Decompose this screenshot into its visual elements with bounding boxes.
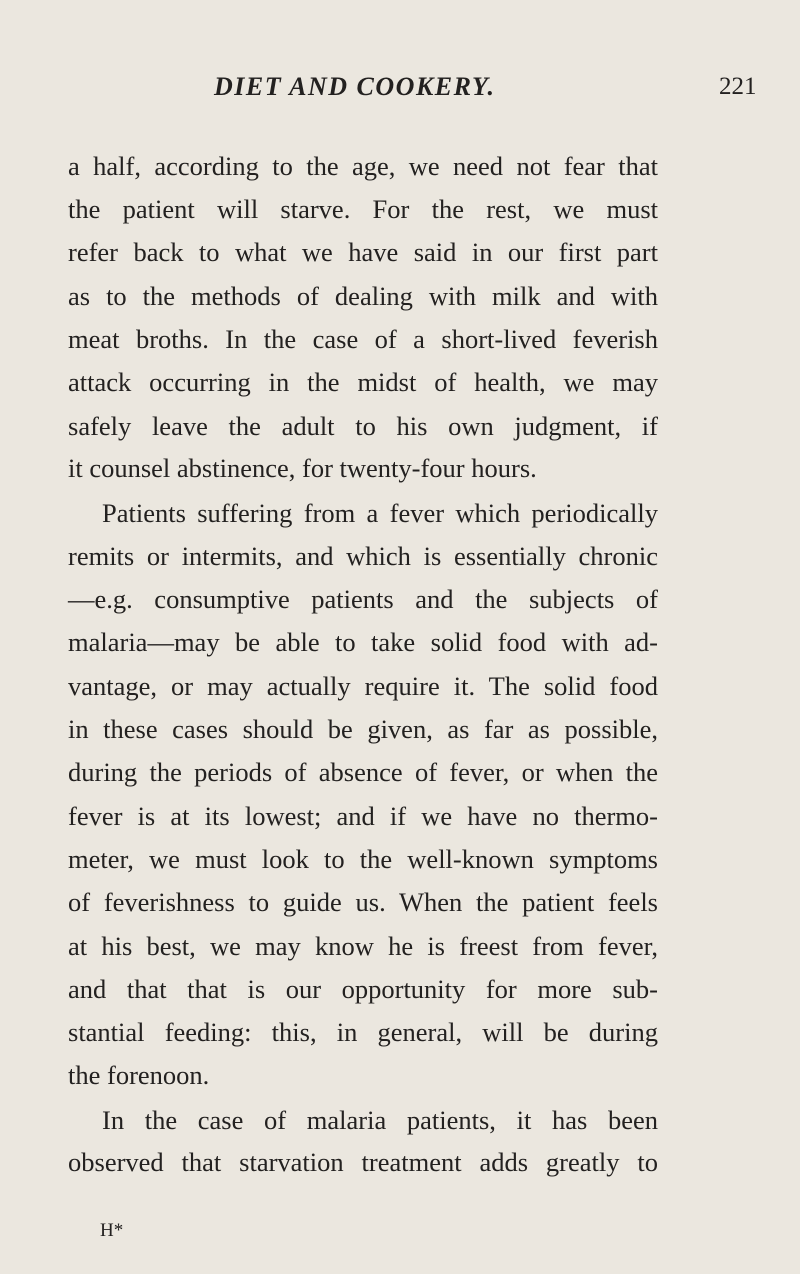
text-line: malaria—may be able to take solid food with ad-: [68, 627, 658, 657]
text-line: vantage, or may actually require it. The solid food: [68, 671, 658, 701]
text-line: at his best, we may know he is freest from fever,: [68, 931, 658, 961]
text-line: as to the methods of dealing with milk and with: [68, 281, 658, 311]
text-line: the patient will starve. For the rest, we must: [68, 194, 658, 224]
text-line: observed that starvation treatment adds greatly to: [68, 1147, 658, 1177]
text-line: —e.g. consumptive patients and the subjects of: [68, 584, 658, 614]
text-line: meter, we must look to the well-known symptoms: [68, 844, 658, 874]
text-line: meat broths. In the case of a short-lived feverish: [68, 324, 658, 354]
text-line: the forenoon.: [68, 1060, 210, 1090]
signature-mark: H*: [100, 1220, 124, 1241]
text-line: it counsel abstinence, for twenty-four hours.: [68, 453, 537, 483]
page-number: 221: [719, 73, 757, 100]
paragraph-first-line: Patients suffering from a fever which periodically: [102, 498, 658, 528]
text-line: in these cases should be given, as far as possible,: [68, 714, 658, 744]
text-line: a half, according to the age, we need not fear that: [68, 151, 658, 181]
text-line: during the periods of absence of fever, or when the: [68, 757, 658, 787]
text-line: fever is at its lowest; and if we have no thermo-: [68, 801, 658, 831]
text-line: attack occurring in the midst of health, we may: [68, 367, 658, 397]
text-line: refer back to what we have said in our first part: [68, 237, 658, 267]
text-line: stantial feeding: this, in general, will be during: [68, 1017, 658, 1047]
running-title: DIET AND COOKERY.: [214, 72, 496, 101]
text-line: and that that is our opportunity for more sub-: [68, 974, 658, 1004]
paragraph-first-line: In the case of malaria patients, it has been: [102, 1105, 658, 1135]
text-line: of feverishness to guide us. When the patient feels: [68, 887, 658, 917]
text-line: remits or intermits, and which is essentially chronic: [68, 541, 658, 571]
text-line: safely leave the adult to his own judgment, if: [68, 411, 658, 441]
